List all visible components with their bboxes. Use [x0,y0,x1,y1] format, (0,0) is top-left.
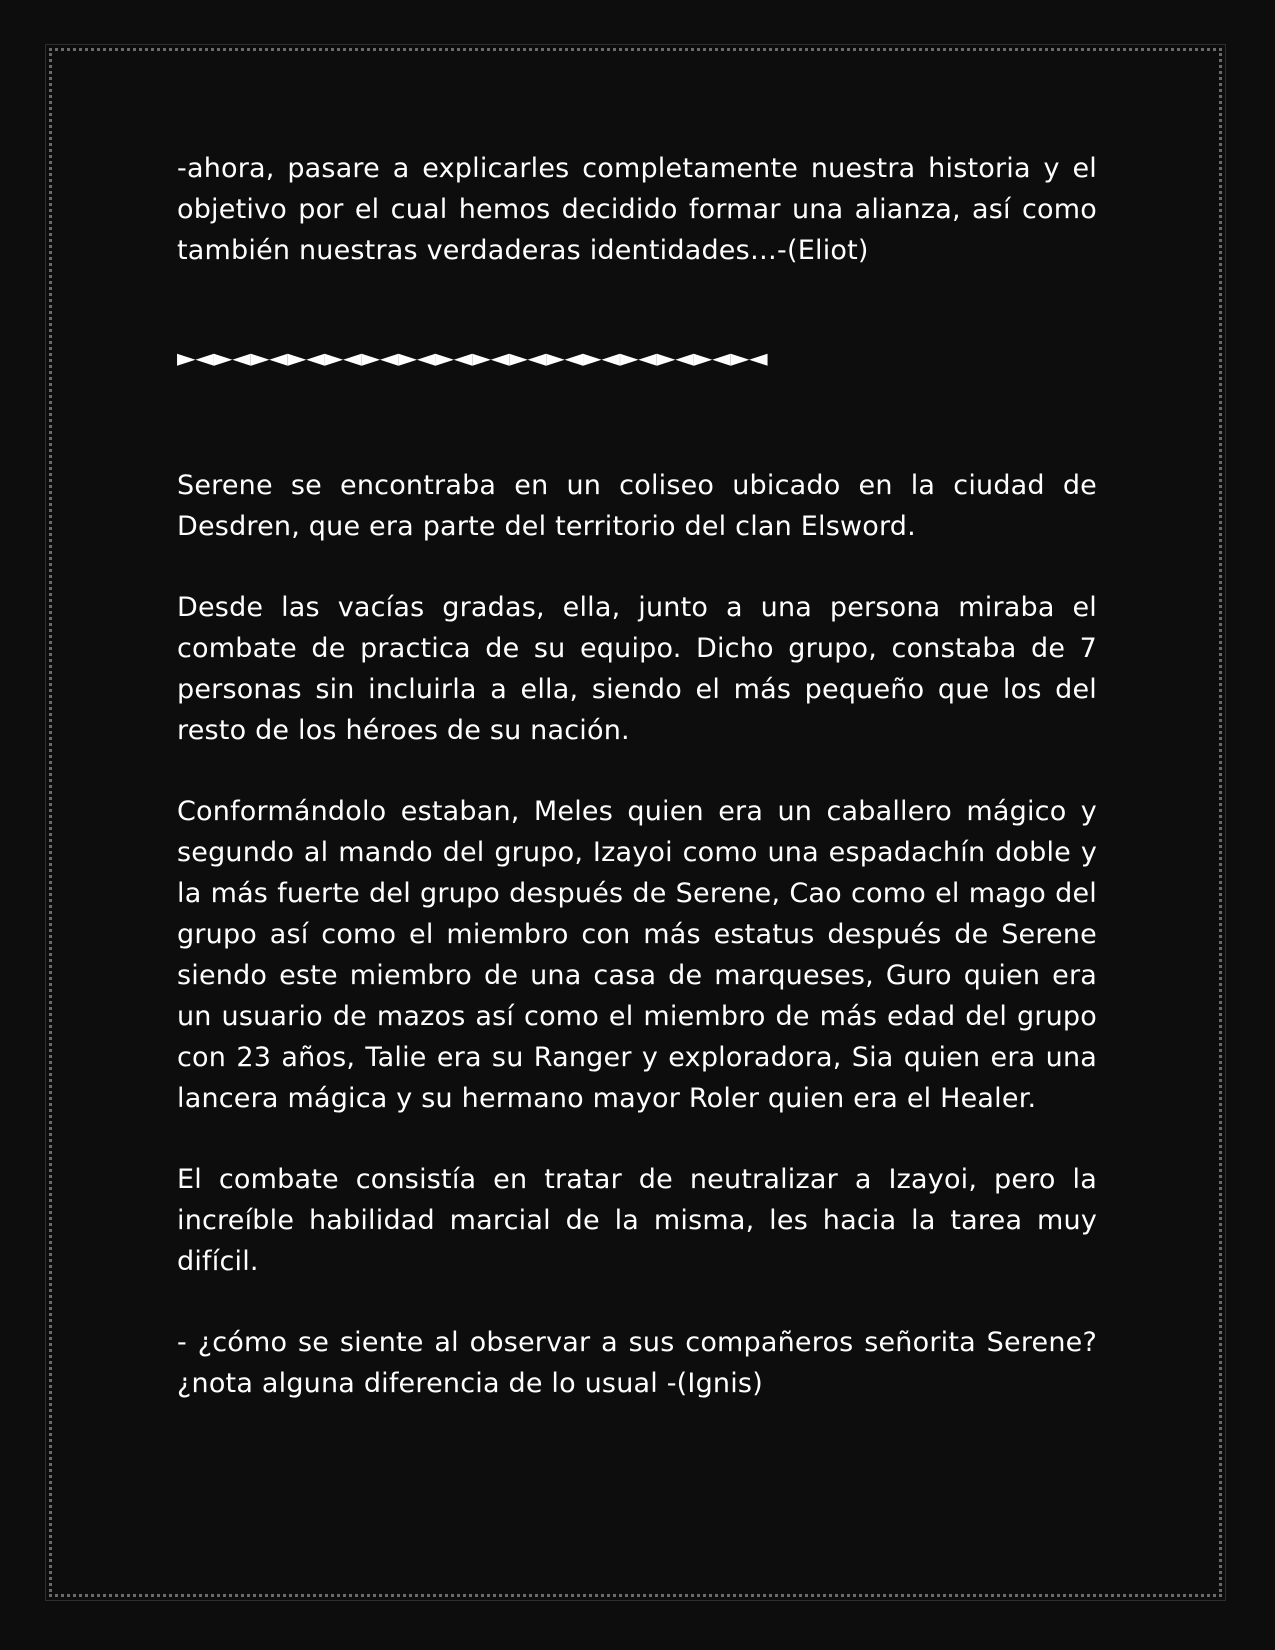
paragraph-combat: El combate consistía en tratar de neutralizar a Izayoi, pero la increíble habilidad marcial de la misma, les hacia la tarea muy difícil. [177,1164,1097,1277]
paragraph-ignis-dialogue: - ¿cómo se siente al observar a sus compañeros señorita Serene? ¿nota alguna diferencia de lo usual -(Ignis) [177,1327,1097,1399]
scene-divider: ►◄►◄►◄►◄►◄►◄►◄►◄►◄►◄►◄►◄►◄►◄►◄►◄ [177,344,768,372]
paragraph-team-members: Conformándolo estaban, Meles quien era un caballero mágico y segundo al mando del grupo, Izayoi como una espadachín doble y la más fuerte del grupo después de Serene, Cao como el mago del grupo así como el miembro con más estatus después de Serene siendo este miembro de una casa de marqueses, Guro quien era un usuario de mazos así como el miembro de más edad del grupo con 23 años, Talie era su Ranger y exploradora, Sia quien era una lancera mágica y su hermano mayor Roler quien era el Healer. [177,796,1097,1114]
paragraph-eliot-dialogue: -ahora, pasare a explicarles completamente nuestra historia y el objetivo por el cual hemos decidido formar una alianza, así como también nuestras verdaderas identidades…-(Eliot) [177,153,1097,266]
paragraph-stands: Desde las vacías gradas, ella, junto a una persona miraba el combate de practica de su equipo. Dicho grupo, constaba de 7 personas sin incluirla a ella, siendo el más pequeño que los del resto de los héroes de su nación. [177,592,1097,746]
document-body [177,148,1097,1444]
paragraph-coliseum: Serene se encontraba en un coliseo ubicado en la ciudad de Desdren, que era parte del territorio del clan Elsword. [177,470,1097,542]
